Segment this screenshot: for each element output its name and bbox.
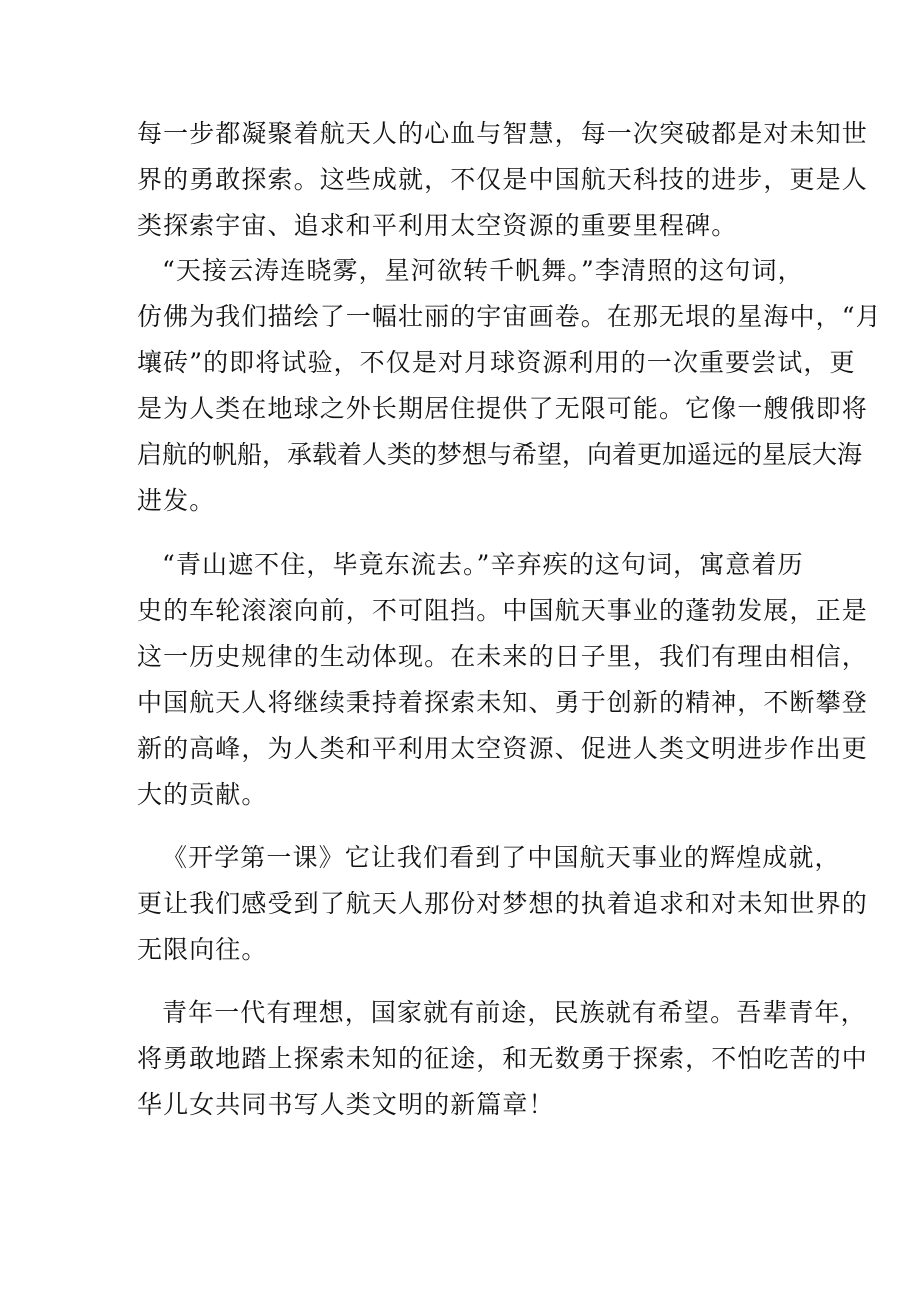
text-line: “天接云涛连晓雾，星河欲转千帆舞。”李清照的这句词， <box>162 256 804 285</box>
text-line: 青年一代有理想，国家就有前途，民族就有希望。吾辈青年， <box>162 998 867 1027</box>
text-line: 新的高峰，为人类和平利用太空资源、促进人类文明进步作出更 <box>137 734 868 763</box>
text-line: 壤砖”的即将试验，不仅是对月球资源利用的一次重要尝试，更 <box>137 348 856 377</box>
text-line: 更让我们感受到了航天人那份对梦想的执着追求和对未知世界的 <box>137 889 868 918</box>
text-line: 史的车轮滚滚向前，不可阻挡。中国航天事业的蓬勃发展，正是 <box>137 596 868 625</box>
text-line: 是为人类在地球之外长期居住提供了无限可能。它像一艘俄即将 <box>137 394 868 423</box>
text-line: 《开学第一课》它让我们看到了中国航天事业的辉煌成就， <box>162 843 841 872</box>
text-line: 将勇敢地踏上探索未知的征途，和无数勇于探索，不怕吃苦的中 <box>137 1044 868 1073</box>
text-line: 每一步都凝聚着航天人的心血与智慧，每一次突破都是对未知世 <box>137 119 868 148</box>
text-line: 启航的帆船，承载着人类的梦想与希望，向着更加遥远的星辰大海 <box>137 440 863 469</box>
text-line: 界的勇敢探索。这些成就，不仅是中国航天科技的进步，更是人 <box>137 165 868 194</box>
text-line: 这一历史规律的生动体现。在未来的日子里，我们有理由相信， <box>137 642 868 671</box>
text-line: 大的贡献。 <box>137 780 268 809</box>
text-line: 仿佛为我们描绘了一幅壮丽的宇宙画卷。在那无垠的星海中，“月 <box>137 302 882 331</box>
text-line: 无限向往。 <box>137 935 268 964</box>
text-line: “青山遮不住，毕竟东流去。”辛弃疾的这句词，寓意着历 <box>162 550 804 579</box>
text-line: 类探索宇宙、追求和平利用太空资源的重要里程碑。 <box>137 211 738 240</box>
text-line: 进发。 <box>137 486 216 515</box>
text-line: 中国航天人将继续秉持着探索未知、勇于创新的精神，不断攀登 <box>137 688 868 717</box>
text-line: 华儿女共同书写人类文明的新篇章！ <box>137 1090 555 1119</box>
